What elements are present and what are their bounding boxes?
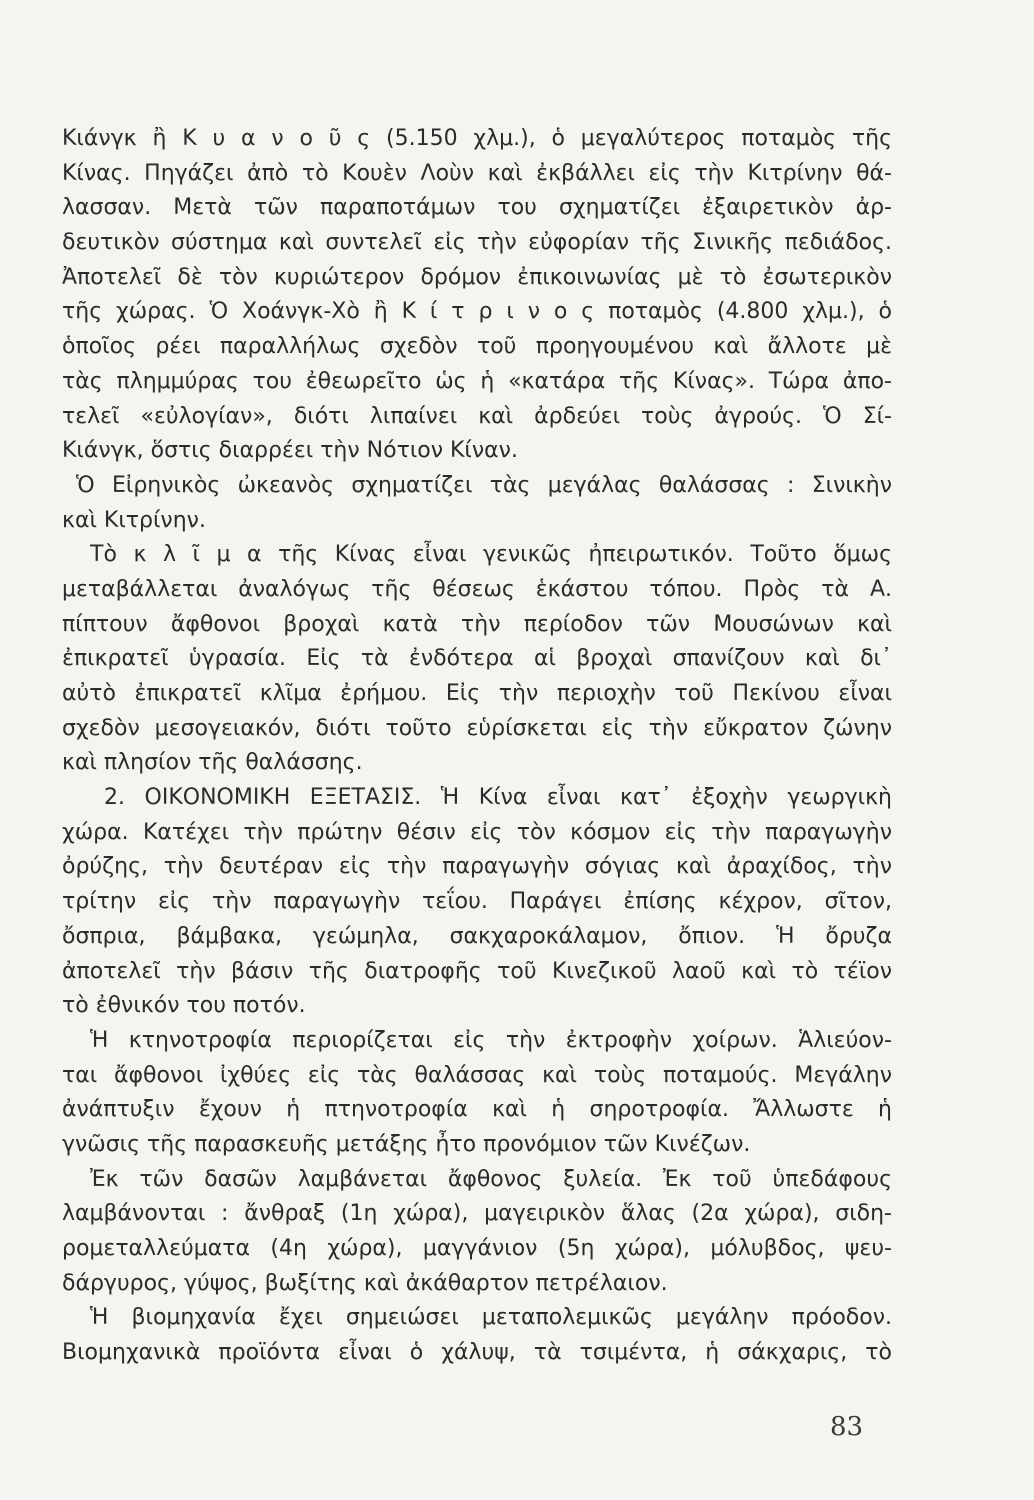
text-line: μεταβάλλεται ἀναλόγως τῆς θέσεως ἑκάστου τόπου. Πρὸς τὰ Α. — [62, 576, 892, 602]
text-line: αὐτὸ ἐπικρατεῖ κλῖμα ἐρήμου. Εἰς τὴν περιοχὴν τοῦ Πεκίνου εἶναι — [62, 681, 892, 706]
text-line: ὀρύζης, τὴν δευτέραν εἰς τὴν παραγωγὴν σόγιας καὶ ἀραχίδος, τὴν — [62, 854, 892, 880]
text-line: γνῶσις τῆς παρασκευῆς μετάξης ἦτο προνόμιον τῶν Κινέζων. — [62, 1131, 751, 1157]
text-line: Τὸ κ λ ῖ μ α τῆς Κίνας εἶναι γενικῶς ἠπειρωτικόν. Τοῦτο ὅμως — [90, 542, 892, 568]
text-line: καὶ πλησίον τῆς θαλάσσης. — [62, 750, 363, 776]
text-line: τρίτην εἰς τὴν παραγωγὴν τεΐου. Παράγει ἐπίσης κέχρον, σῖτον, — [62, 889, 892, 915]
text-line: ὁποῖος ρέει παραλλήλως σχεδὸν τοῦ προηγουμένου καὶ ἄλλοτε μὲ — [62, 334, 892, 360]
text-line: τελεῖ «εὐλογίαν», διότι λιπαίνει καὶ ἀρδεύει τοὺς ἀγρούς. Ὁ Σί- — [62, 403, 892, 429]
text-line: Ἡ κτηνοτροφία περιορίζεται εἰς τὴν ἐκτροφὴν χοίρων. Ἁλιεύον- — [90, 1027, 892, 1053]
text-line: τὸ ἐθνικόν του ποτόν. — [62, 993, 306, 1019]
text-line: δευτικὸν σύστημα καὶ συντελεῖ εἰς τὴν εὐφορίαν τῆς Σινικῆς πεδιάδος. — [62, 230, 892, 256]
text-line: καὶ Κιτρίνην. — [62, 507, 206, 533]
text-line: λασσαν. Μετὰ τῶν παραποτάμων του σχηματίζει ἐξαιρετικὸν ἀρ- — [62, 195, 892, 221]
text-line: σχεδὸν μεσογειακόν, διότι τοῦτο εὑρίσκεται εἰς τὴν εὔκρατον ζώνην — [62, 715, 892, 741]
text-line: Βιομηχανικὰ προϊόντα εἶναι ὁ χάλυψ, τὰ τσιμέντα, ἡ σάκχαρις, τὸ — [62, 1340, 892, 1366]
text-line: πίπτουν ἄφθονοι βροχαὶ κατὰ τὴν περίοδον τῶν Μουσώνων καὶ — [62, 611, 892, 637]
text-line: Ἀποτελεῖ δὲ τὸν κυριώτερον δρόμον ἐπικοινωνίας μὲ τὸ ἐσωτερικὸν — [62, 264, 892, 290]
text-line: ὄσπρια, βάμβακα, γεώμηλα, σακχαροκάλαμον, ὄπιον. Ἡ ὄρυζα — [62, 923, 892, 949]
text-line: χώρα. Κατέχει τὴν πρώτην θέσιν εἰς τὸν κόσμον εἰς τὴν παραγωγὴν — [62, 819, 892, 845]
text-line: 2. ΟΙΚΟΝΟΜΙΚΗ ΕΞΕΤΑΣΙΣ. Ἡ Κίνα εἶναι κατ᾽ ἐξοχὴν γεωργικὴ — [104, 785, 892, 811]
body-text — [62, 122, 892, 1371]
text-line: δάργυρος, γύψος, βωξίτης καὶ ἀκάθαρτον πετρέλαιον. — [62, 1270, 668, 1296]
text-line: Ἐκ τῶν δασῶν λαμβάνεται ἄφθονος ξυλεία. Ἐκ τοῦ ὑπεδάφους — [90, 1166, 892, 1192]
text-line: τῆς χώρας. Ὁ Χοάνγκ-Χὸ ἢ Κ ί τ ρ ι ν ο ς ποταμὸς (4.800 χλμ.), ὁ — [62, 299, 892, 325]
text-line: Κιάνγκ ἢ Κ υ α ν ο ῦ ς (5.150 χλμ.), ὁ μεγαλύτερος ποταμὸς τῆς — [62, 126, 892, 151]
text-line: Ὁ Εἰρηνικὸς ὠκεανὸς σχηματίζει τὰς μεγάλας θαλάσσας : Σινικὴν — [76, 472, 892, 498]
text-line: ἀνάπτυξιν ἔχουν ἡ πτηνοτροφία καὶ ἡ σηροτροφία. Ἄλλωστε ἡ — [62, 1097, 892, 1123]
text-line: Κίνας. Πηγάζει ἀπὸ τὸ Κουὲν Λοὺν καὶ ἐκβάλλει εἰς τὴν Κιτρίνην θά- — [62, 160, 892, 186]
text-line: τὰς πλημμύρας του ἐθεωρεῖτο ὡς ἡ «κατάρα τῆς Κίνας». Τώρα ἀπο- — [62, 368, 892, 394]
text-line: ἐπικρατεῖ ὑγρασία. Εἰς τὰ ἐνδότερα αἱ βροχαὶ σπανίζουν καὶ δι᾽ — [62, 646, 892, 672]
text-line: Κιάνγκ, ὅστις διαρρέει τὴν Νότιον Κίναν. — [62, 438, 518, 464]
text-line: λαμβάνονται : ἄνθραξ (1η χώρα), μαγειρικὸν ἅλας (2α χώρα), σιδη- — [62, 1201, 892, 1227]
text-line: Ἡ βιομηχανία ἔχει σημειώσει μεταπολεμικῶς μεγάλην πρόοδον. — [90, 1305, 892, 1331]
text-line: ρομεταλλεύματα (4η χώρα), μαγγάνιον (5η χώρα), μόλυβδος, ψευ- — [62, 1236, 892, 1261]
page-number: 83 — [830, 1412, 864, 1442]
text-line: ἀποτελεῖ τὴν βάσιν τῆς διατροφῆς τοῦ Κινεζικοῦ λαοῦ καὶ τὸ τέϊον — [62, 958, 892, 984]
text-line: ται ἄφθονοι ἰχθύες εἰς τὰς θαλάσσας καὶ τοὺς ποταμούς. Μεγάλην — [62, 1062, 892, 1088]
